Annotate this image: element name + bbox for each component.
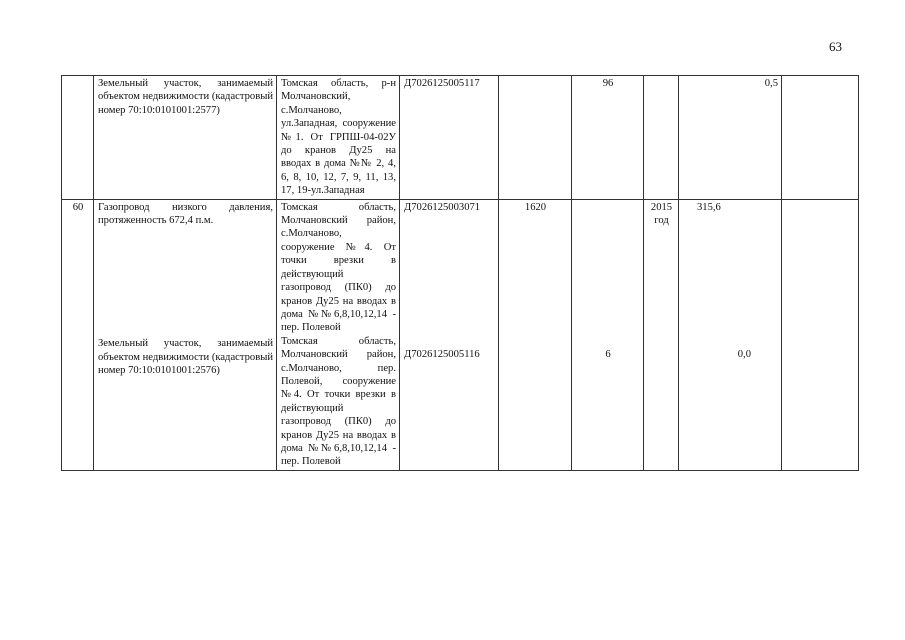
object-name-cell: Земельный участок, занимаемый объектом недвижимости (кадастровый номер 70:10:0101001:2577): [94, 76, 277, 200]
table-row: [62, 199, 859, 470]
object-name: Газопровод низкого давления, протяженность 672,4 п.м.: [98, 201, 273, 227]
value-cell: [499, 76, 572, 200]
property-registry-table: [61, 75, 859, 471]
area-cell: 96: [572, 76, 644, 200]
object-cost: 315,6: [697, 201, 721, 213]
year-cell: 2015 год: [644, 199, 679, 470]
land-plot-name: Земельный участок, занимаемый объектом недвижимости (кадастровый номер 70:10:0101001:2576): [98, 338, 273, 377]
land-plot-cost: 0,0: [737, 349, 751, 361]
row-number-cell: [62, 76, 94, 200]
registry-code-cell: [400, 199, 499, 470]
address-cell: [277, 199, 400, 470]
land-plot-code: Д7026125005116: [404, 349, 480, 361]
cost-cell: [679, 199, 782, 470]
note-cell: [782, 76, 859, 200]
object-address: Томская область, Молчановский район, с.Молчаново, сооружение №4. От точки врезки в действующий газопровод (ПК0) до кранов Ду25 на вводах в дома №№6,8,10,12,14 - пер. Полевой: [281, 201, 396, 334]
area-cell: [572, 199, 644, 470]
object-area: [576, 201, 640, 214]
year-cell: [644, 76, 679, 200]
land-plot-area: 6: [605, 349, 611, 361]
value-cell: 1620: [499, 199, 572, 470]
object-code: Д7026125003071: [404, 201, 481, 213]
object-name-cell: [94, 199, 277, 470]
cost-cell: 0,5: [679, 76, 782, 200]
registry-code-cell: Д7026125005117: [400, 76, 499, 200]
note-cell: [782, 199, 859, 470]
row-number-cell: 60: [62, 199, 94, 470]
land-plot-address: Томская область, Молчановский район, с.Молчаново, пер. Полевой, сооружение №4. От точки врезки в действующий газопровод (ПК0) до кранов Ду25 на вводах в дома №№6,8,10,12,14 - пер. Полевой: [281, 335, 396, 468]
table-row: [62, 76, 859, 200]
page-number: 63: [829, 39, 842, 54]
address-cell: Томская область, р-н Молчановский, с.Молчаново, ул.Западная, сооружение №1. От ГРПШ-04-02У до кранов Ду25 на вводах в дома №№ 2, 4, 6, 8, 10, 12, 7, 9, 11, 13, 17, 19-ул.Западная: [277, 76, 400, 200]
